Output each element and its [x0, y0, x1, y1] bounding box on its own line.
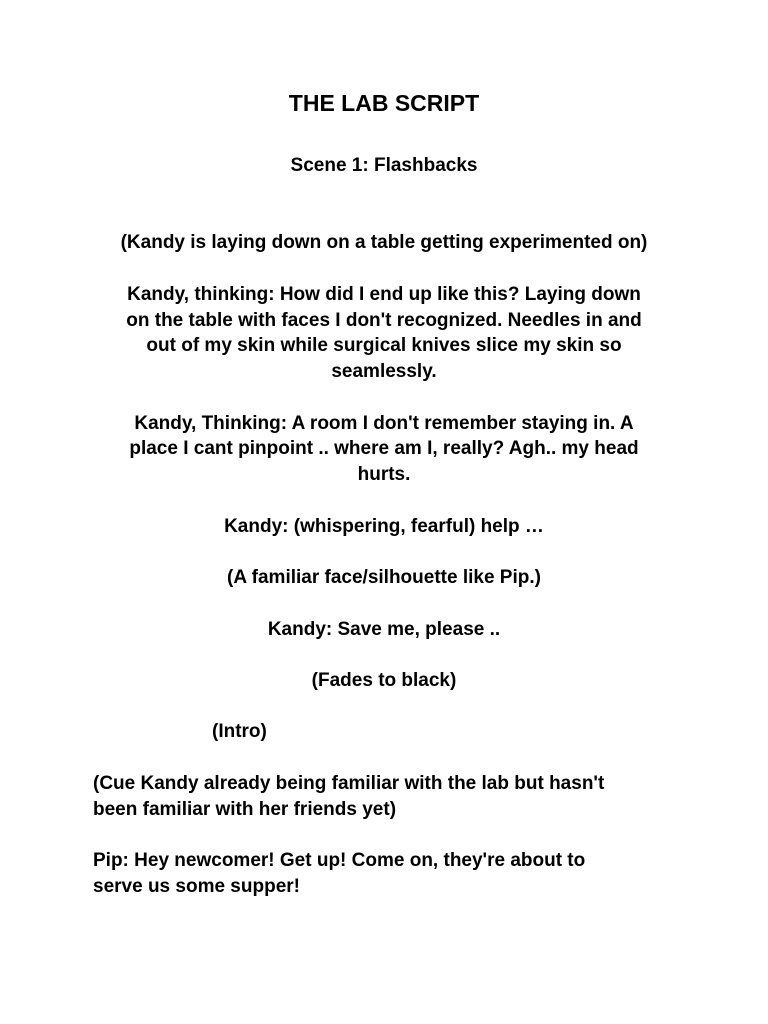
- stage-direction: (A familiar face/silhouette like Pip.): [227, 567, 541, 588]
- stage-direction: (Kandy is laying down on a table getting experimented on): [120, 232, 648, 253]
- dialogue-line: Pip: Hey newcomer! Get up! Come on, they're about to: [93, 850, 586, 871]
- dialogue-line: Kandy, Thinking: A room I don't remember staying in. A: [134, 413, 634, 434]
- dialogue-line: hurts.: [357, 464, 411, 485]
- stage-direction: (Cue Kandy already being familiar with the lab but hasn't: [93, 773, 605, 794]
- dialogue-line: Kandy: Save me, please ..: [267, 619, 501, 640]
- stage-direction: (Fades to black): [311, 670, 457, 691]
- dialogue-line: seamlessly.: [331, 361, 437, 382]
- dialogue-line: out of my skin while surgical knives slice my skin so: [146, 335, 622, 356]
- scene-heading: Scene 1: Flashbacks: [290, 155, 478, 176]
- stage-direction: (Intro): [212, 721, 267, 742]
- stage-direction: been familiar with her friends yet): [93, 799, 397, 820]
- dialogue-line: serve us some supper!: [93, 876, 300, 897]
- dialogue-line: Kandy, thinking: How did I end up like this? Laying down: [127, 284, 641, 305]
- dialogue-line: place I cant pinpoint .. where am I, really? Agh.. my head: [129, 438, 639, 459]
- dialogue-line: Kandy: (whispering, fearful) help …: [224, 516, 544, 537]
- document-title: THE LAB SCRIPT: [288, 90, 480, 116]
- dialogue-line: on the table with faces I don't recognized. Needles in and: [126, 310, 642, 331]
